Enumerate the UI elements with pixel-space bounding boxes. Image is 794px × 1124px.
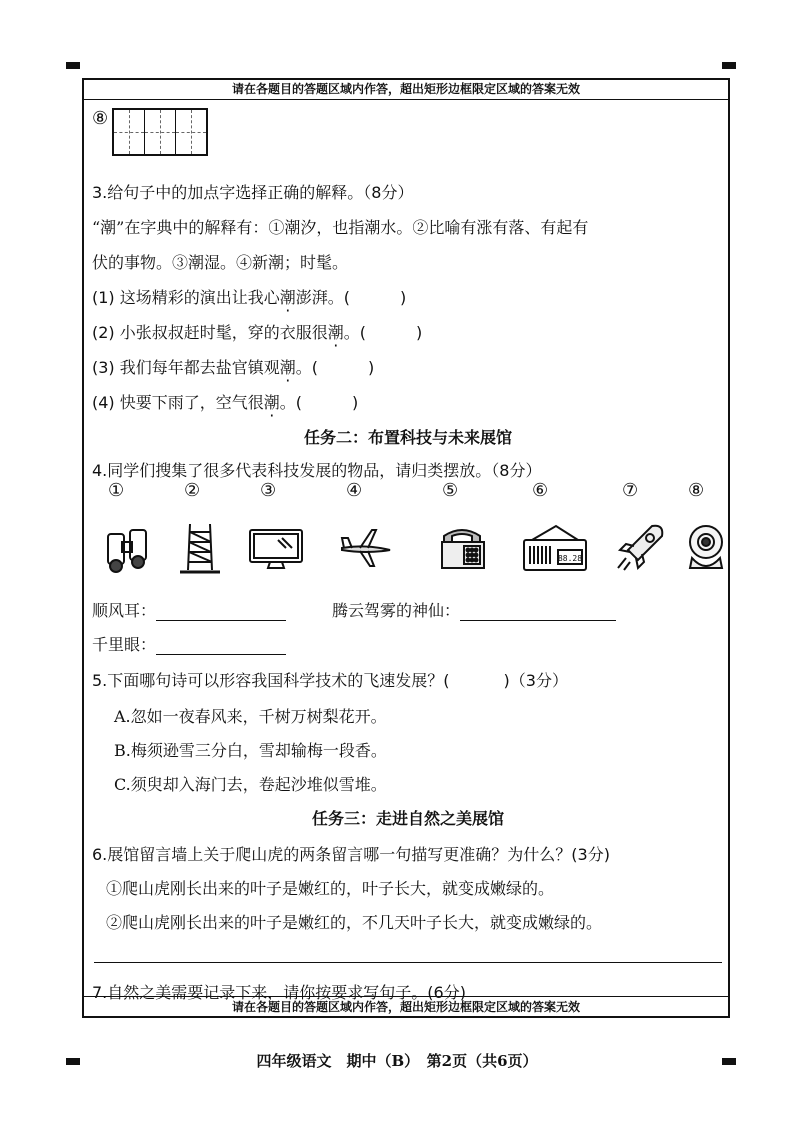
q3-item-text: 。( <box>343 323 367 342</box>
q6-option1: ①爬山虎刚长出来的叶子是嫩红的，叶子长大，就变成嫩绿的。 <box>106 879 555 898</box>
rocket-icon <box>612 520 668 576</box>
q7-title: 7.自然之美需要记录下来，请你按要求写句子。(6分) <box>92 983 466 1002</box>
answer-frame <box>82 78 730 1018</box>
q3-definition-line2: 伏的事物。③潮湿。④新潮；时髦。 <box>92 253 349 272</box>
q6-answer-line[interactable] <box>94 962 722 963</box>
camera-icon <box>678 520 734 576</box>
q3-item-2 <box>92 320 422 343</box>
grid-cell[interactable] <box>114 110 145 154</box>
q3-item-text: ) <box>368 358 375 377</box>
top-notice: 请在各题目的答题区域内作答，超出矩形边框限定区域的答案无效 <box>84 79 728 100</box>
q3-item-text: ) <box>352 393 359 412</box>
tengyun-answer[interactable] <box>460 600 616 621</box>
q3-title: 3.给句子中的加点字选择正确的解释。（8分） <box>92 183 414 202</box>
shunfenger-answer[interactable] <box>156 600 286 621</box>
tengyun-label: 腾云驾雾的神仙： <box>332 601 461 620</box>
q3-item-text: (2) 小张叔叔赶时髦，穿的衣服很 <box>92 323 328 342</box>
q3-item-text: 。( <box>295 358 319 377</box>
q3-item-text: (4) 快要下雨了，空气很 <box>92 393 264 412</box>
radio-icon <box>522 520 588 576</box>
dotted-char: 潮 <box>327 323 344 342</box>
q3-item-text: (3) 我们每年都去盐官镇观 <box>92 358 280 377</box>
dotted-char: 潮 <box>263 393 280 412</box>
q5-option-a: A.忽如一夜春风来，千树万树梨花开。 <box>114 707 387 726</box>
item-number: ③ <box>260 480 277 501</box>
item-number: ② <box>184 480 201 501</box>
shunfenger-row <box>92 598 286 621</box>
character-grid[interactable] <box>112 108 208 156</box>
q3-item-text: 澎湃。( <box>295 288 351 307</box>
grid-cell[interactable] <box>145 110 176 154</box>
task3-heading: 任务三：走进自然之美展馆 <box>311 809 504 828</box>
telephone-icon <box>434 520 490 576</box>
q3-item-text: 。( <box>279 393 303 412</box>
qianliyan-label: 千里眼： <box>92 635 157 654</box>
grid-cell[interactable] <box>176 110 206 154</box>
airplane-icon <box>338 520 394 576</box>
q3-item-1 <box>92 285 406 308</box>
qianliyan-answer[interactable] <box>156 634 286 655</box>
q3-item-text: ) <box>416 323 423 342</box>
tengyun-row <box>332 598 616 621</box>
tower-icon <box>172 520 228 576</box>
television-icon <box>248 520 304 576</box>
item-number: ⑦ <box>622 480 639 501</box>
q3-definition-line1: “潮”在字典中的解释有：①潮汐，也指潮水。②比喻有涨有落、有起有 <box>92 218 589 237</box>
q4-title: 4.同学们搜集了很多代表科技发展的物品，请归类摆放。（8分） <box>92 461 542 480</box>
grid-number: ⑧ <box>92 108 109 129</box>
qianliyan-row <box>92 632 286 655</box>
binoculars-icon <box>100 520 156 576</box>
character-grid-item <box>92 108 208 156</box>
item-number: ⑧ <box>688 480 705 501</box>
page-footer: 四年级语文 期中（B） 第2页（共6页） <box>256 1052 538 1070</box>
q3-item-4 <box>92 390 358 413</box>
q3-item-text: ) <box>400 288 407 307</box>
registration-mark <box>722 62 736 69</box>
item-number: ⑤ <box>442 480 459 501</box>
q5-option-b: B.梅须逊雪三分白，雪却输梅一段香。 <box>114 741 387 760</box>
q5-title-text: 5.下面哪句诗可以形容我国科学技术的飞速发展？( <box>92 671 450 690</box>
item-number: ④ <box>346 480 363 501</box>
registration-mark <box>66 62 80 69</box>
q6-option2: ②爬山虎刚长出来的叶子是嫩红的，不几天叶子长大，就变成嫩绿的。 <box>106 913 603 932</box>
q3-item-3 <box>92 355 374 378</box>
shunfenger-label: 顺风耳： <box>92 601 157 620</box>
dotted-char: 潮 <box>279 358 296 377</box>
q3-item-text: (1) 这场精彩的演出让我心 <box>92 288 280 307</box>
q5-title <box>92 668 568 691</box>
dotted-char: 潮 <box>279 288 296 307</box>
q5-title-text: )（3分） <box>503 671 568 690</box>
task2-heading: 任务二：布置科技与未来展馆 <box>303 428 512 447</box>
item-number: ① <box>108 480 125 501</box>
q5-option-c: C.须臾却入海门去，卷起沙堆似雪堆。 <box>114 775 387 794</box>
radio-display: 88.28 <box>557 554 583 563</box>
q6-title: 6.展馆留言墙上关于爬山虎的两条留言哪一句描写更准确？为什么？(3分) <box>92 845 610 864</box>
bottom-notice: 请在各题目的答题区域内作答，超出矩形边框限定区域的答案无效 <box>84 996 728 1017</box>
item-number: ⑥ <box>532 480 549 501</box>
